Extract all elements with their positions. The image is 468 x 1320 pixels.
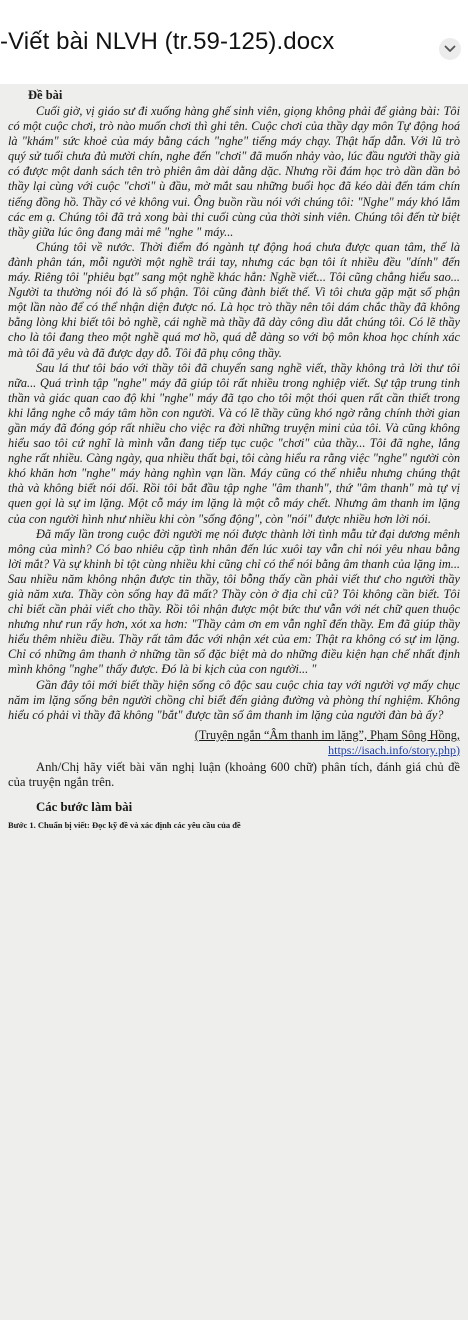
source-citation: (Truyện ngắn “Âm thanh im lặng”, Phạm Sông Hồng, <box>194 727 460 742</box>
essay-task: Anh/Chị hãy viết bài văn nghị luận (khoảng 600 chữ) phân tích, đánh giá chủ đề của truyện ngắn trên. <box>8 759 460 790</box>
story-paragraph: Sau lá thư tôi báo với thầy tôi đã chuyển sang nghề viết, thầy không trả lời thư tôi nữa... Quá trình tập "nghe" máy đã giúp tôi rất nhiều trong nghiệp viết. Sự tập trung tinh thần và giác quan cao độ khi "nghe" máy đã tạo cho tôi một thói quen rất cần thiết trong khi lắng nghe cỗ máy tâm hồn con người. Và có lẽ thầy cũng khó ngờ rằng chính thời gian gần máy đã đóng góp rất nhiều cho việc ra đời những truyện mini của tôi. Và cũng không hiểu sao tôi cứ nghĩ là mình vẫn đang tiếp tục cuộc "chơi" của thầy... Tôi đã nghe, lắng nghe rất nhiều. Càng ngày, qua nhiều thất bại, tôi càng hiểu ra rằng việc "nghe" người còn khó khăn hơn "nghe" máy hàng nghìn vạn lần. Máy cũng có thể nhiễu nhưng chúng thật thà và không biết nói dối. Rồi tôi bắt đầu tập nghe "âm thanh", thứ "âm thanh" mà tự vị quen gọi là sự im lặng. Một cỗ máy im lặng là một cỗ máy chết. Nhưng âm thanh im lặng của con người hình như nhiều khi còn "sống động", còn "nói" được nhiều hơn lời nói. <box>8 360 460 526</box>
chevron-down-icon[interactable] <box>439 38 461 60</box>
story-paragraph: Gần đây tôi mới biết thầy hiện sống cô độc sau cuộc chia tay với người vợ mấy chục năm im lặng sống bên người chồng chỉ biết đến giảng đường và phòng thí nghiệm. Không hiểu có phải vì thầy đã không "bắt" được tần số âm thanh im lặng của người đàn bà ấy? <box>8 677 460 722</box>
document-page <box>0 84 468 1320</box>
story-paragraph: Chúng tôi về nước. Thời điểm đó ngành tự động hoá chưa được quan tâm, thế là đành phân tán, mỗi người một nghề trái tay, nhưng các bạn tôi ít nhiều đều "dính" đến máy. Riêng tôi "phiêu bạt" sang một nghề khác hẳn: Nghề viết... Tôi cũng chẳng hiểu sao... Người ta thường nói đó là số phận. Tôi cũng đành biết thế. Vì tôi chưa gặp mặt số phận một lần nào để có thể nhận diện được nó. Là học trò thầy nên tôi dám chắc thầy đã không bằng lòng khi biết tôi bỏ nghề, cái nghề mà thầy đã dày công dìu dắt chúng tôi. Có lẽ thầy cho là tôi đang theo một nghề quá mơ hồ, quá dễ dàng so với bộ môn khoa học chính xác mà tôi đã yêu và đã được dạy dỗ. Tôi đã phụ công thầy. <box>8 239 460 360</box>
document-header <box>0 0 468 84</box>
story-paragraph: Cuối giờ, vị giáo sư đi xuống hàng ghế sinh viên, giọng không phải để giảng bài: Tôi có một cuộc chơi, trò nào muốn chơi thì ghi tên. Cuộc chơi của thầy dạy môn Tự động hoá là "khám" sức khoẻ của máy bằng cách "nghe" tiếng máy chạy. Thật hấp dẫn. Với lũ trò quý sử tuổi chưa đủ mười chín, nghe đến "chơi" đã muốn nhảy vào, lúc đầu người thầy già có được một danh sách tên trò phiên âm dài dằng dặc. Nhưng rồi đám học trò dần dần bỏ thầy lại cùng với cuộc "chơi" ù đầu, mờ mắt sau những buổi học đã kéo dài đến tám chín tiếng đồng hồ. Thầy có vẻ không vui. Ông buồn rầu nói với chúng tôi: "Nghe" máy khó lắm các em ạ. Chúng tôi đã trả xong bài thi cuối cùng của thời sinh viên. Chúng tôi đến từ biệt thầy giữa lúc ông đang mải mê "nghe " máy... <box>8 104 460 239</box>
steps-heading: Các bước làm bài <box>36 799 133 814</box>
section-heading: Đề bài <box>28 88 63 102</box>
source-link[interactable]: https://isach.info/story.php) <box>328 742 460 757</box>
document-viewer[interactable] <box>0 84 468 1320</box>
document-title: -Viết bài NLVH (tr.59-125).docx <box>0 28 335 55</box>
story-source <box>8 728 460 743</box>
story-paragraph: Đã mấy lần trong cuộc đời người mẹ nói được thành lời tình mẫu tử đại dương mênh mông của mình? Có bao nhiêu cặp tình nhân đến lúc xuôi tay vẫn chỉ nói yêu nhau bằng lời mắt? Và sự khinh bỉ tột cùng nhiều khi cũng chỉ có thể nói bằng âm thanh của lặng im... Sau nhiều năm không nhận được tin thầy, tôi bỗng thấy cần phải viết thư cho người thầy già năm xưa. Thầy còn sống hay đã mất? Thầy còn ở địa chỉ cũ? Tôi không cần biết. Tôi chỉ biết cần phải viết cho thầy. Rồi tôi nhận được một bức thư vẫn với nét chữ quen thuộc nhưng như run rẩy hơn, xót xa hơn: "Thầy cảm ơn em vẫn nghĩ đến thầy. Em đã giúp thầy hiểu thêm nhiều điều. Thầy rất tâm đắc với nhận xét của em: Thật ra không có sự im lặng. Chỉ có những âm thanh ở những tần số đặc biệt mà do những điều kiện hạn chế nhất định mình không "nghe" thấy được. Đó là bi kịch của con người... " <box>8 526 460 677</box>
step-one: Bước 1. Chuẩn bị viết: Đọc kỹ đề và xác định các yêu cầu của đề <box>8 819 241 830</box>
